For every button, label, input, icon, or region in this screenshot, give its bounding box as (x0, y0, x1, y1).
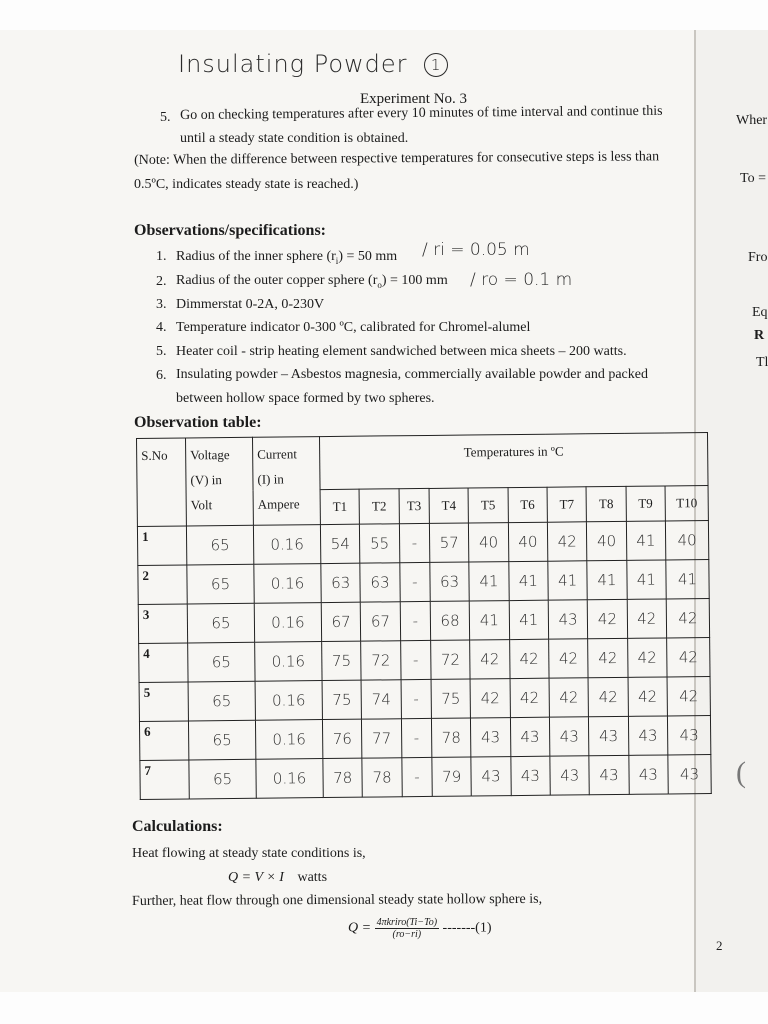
col-header-temp: T9 (626, 486, 666, 521)
adjacent-fragment: Eq (752, 305, 768, 320)
cell-voltage: 65 (188, 720, 255, 760)
cell-temperature: 75 (322, 641, 362, 680)
cell-temperature: 41 (626, 521, 666, 560)
calculations-line: Further, heat flow through one dimensional steady state hollow sphere is, (132, 891, 543, 909)
calculations-line: Heat flowing at steady state conditions is, (132, 846, 366, 861)
cell-temperature: 43 (589, 755, 629, 794)
calculations-heading: Calculations: (132, 818, 223, 835)
cell-temperature: 57 (429, 523, 469, 562)
cell-temperature: 43 (589, 716, 629, 755)
spec-item-insulating-powder: Insulating powder – Asbestos magnesia, commercially available powder and packed (176, 367, 648, 382)
formula-q-equals-vi: Q = V × I watts (228, 870, 328, 885)
col-header-voltage: Voltage (V) in Volt (186, 437, 254, 526)
cell-temperature: 43 (629, 755, 669, 794)
cell-temperature: 75 (322, 680, 362, 719)
cell-temperature: 54 (320, 524, 360, 563)
handwritten-title: Insulating Powder 1 (178, 50, 448, 78)
cell-temperature: 42 (509, 639, 549, 678)
cell-temperature: 40 (587, 521, 627, 560)
cell-current: 0.16 (256, 759, 323, 799)
fraction: $\frac{\text{4πkriro(Ti−To)}}{(ro-ri)}$ (376, 917, 438, 940)
cell-current: 0.16 (255, 642, 322, 682)
handwritten-note-ri: / ri = 0.05 m (422, 240, 530, 260)
spec-item-temperature-indicator: Temperature indicator 0-300 ºC, calibrated for Chromel-alumel (176, 320, 531, 335)
cell-temperature: 75 (431, 679, 471, 718)
cell-temperature: 43 (471, 718, 511, 757)
spec-item-heater-coil: Heater coil - strip heating element sandwiched between mica sheets – 200 watts. (176, 344, 627, 359)
cell-temperature: 78 (323, 758, 363, 797)
cell-temperature: 77 (362, 719, 402, 758)
observation-table-heading: Observation table: (134, 414, 262, 431)
spec-number: 2. (156, 274, 167, 289)
cell-temperature: 67 (361, 602, 401, 641)
cell-temperature: - (400, 562, 431, 601)
cell-temperature: 67 (321, 602, 361, 641)
cell-temperature: 43 (471, 757, 511, 796)
procedure-item-number: 5. (160, 110, 171, 125)
cell-temperature: 40 (508, 522, 548, 561)
cell-temperature: 63 (430, 562, 470, 601)
table-row (140, 754, 711, 799)
col-header-current: Current (I) in Ampere (252, 437, 320, 526)
cell-temperature: 43 (510, 717, 550, 756)
col-header-temp: T4 (429, 488, 469, 523)
cell-temperature: 41 (469, 562, 509, 601)
table-row (139, 715, 710, 760)
cell-temperature: 76 (322, 719, 362, 758)
formula-heat-flow-sphere: Q = $\frac{\text{4πkriro(Ti−To)}}{(ro-ri)}$ -------(1) (348, 917, 492, 940)
note-text: (Note: When the difference between respective temperatures for consecutive steps is less than (134, 149, 660, 168)
col-header-sno: S.No (137, 438, 187, 527)
cell-sno: 2 (138, 565, 187, 605)
col-header-temperatures: Temperatures in ºC (319, 433, 708, 490)
adjacent-fragment: Wher (736, 113, 768, 128)
col-header-temp: T8 (586, 486, 626, 521)
cell-temperature: 42 (627, 638, 667, 677)
col-header-temp: T7 (547, 487, 587, 522)
cell-temperature: - (400, 601, 431, 640)
cell-current: 0.16 (255, 681, 322, 721)
cell-temperature: - (400, 640, 431, 679)
observation-table (136, 432, 712, 800)
cell-temperature: 42 (628, 677, 668, 716)
cell-temperature: 42 (549, 639, 589, 678)
cell-voltage: 65 (187, 603, 254, 643)
table-row (138, 599, 709, 644)
cell-temperature: 42 (588, 677, 628, 716)
col-header-temp: T3 (399, 488, 430, 523)
cell-temperature: 42 (667, 677, 710, 716)
bottom-margin (0, 992, 768, 1024)
table-row (139, 677, 710, 722)
table-row (139, 638, 710, 683)
cell-temperature: 41 (587, 560, 627, 599)
circled-number: 1 (424, 53, 448, 77)
table-row (138, 560, 709, 605)
cell-temperature: 40 (665, 521, 708, 560)
cell-temperature: 41 (626, 560, 666, 599)
cell-sno: 3 (138, 604, 187, 644)
experiment-title: Experiment No. 3 (360, 91, 468, 107)
cell-temperature: 72 (431, 640, 471, 679)
col-header-temp: T1 (320, 489, 360, 524)
cell-temperature: 79 (432, 757, 472, 796)
adjacent-fragment: R (754, 328, 765, 343)
cell-current: 0.16 (254, 603, 321, 643)
spec-item-insulating-powder-cont: between hollow space formed by two spheres. (176, 391, 435, 406)
cell-temperature: - (401, 679, 432, 718)
cell-voltage: 65 (189, 759, 256, 799)
cell-temperature: 78 (362, 758, 402, 797)
col-header-temp: T2 (359, 489, 399, 524)
cell-temperature: - (402, 757, 433, 796)
adjacent-fragment: Fro (748, 250, 768, 265)
col-header-temp: T10 (665, 486, 708, 521)
cell-temperature: 41 (470, 601, 510, 640)
cell-temperature: - (401, 718, 432, 757)
cell-current: 0.16 (254, 564, 321, 604)
procedure-item-text: Go on checking temperatures after every 10 minutes of time interval and continue this (180, 103, 663, 123)
cell-temperature: 42 (470, 640, 510, 679)
cell-sno: 7 (140, 760, 189, 800)
cell-temperature: 63 (321, 563, 361, 602)
col-header-temp: T5 (468, 488, 508, 523)
page-number: 2 (716, 938, 723, 953)
cell-temperature: 42 (588, 638, 628, 677)
spec-item-dimmerstat: Dimmerstat 0-2A, 0-230V (176, 297, 325, 312)
spec-number: 5. (156, 344, 167, 359)
cell-temperature: 43 (510, 756, 550, 795)
spec-item-outer-radius: Radius of the outer copper sphere $(r_o) = 100$ mm (176, 273, 448, 290)
cell-temperature: 42 (588, 599, 628, 638)
handwritten-note-ro: / ro = 0.1 m (470, 270, 573, 290)
cell-temperature: 63 (360, 563, 400, 602)
cell-temperature: 41 (548, 561, 588, 600)
cell-temperature: 40 (469, 523, 509, 562)
cell-temperature: 41 (509, 600, 549, 639)
cell-sno: 1 (137, 526, 186, 566)
cell-voltage: 65 (188, 681, 255, 721)
cell-temperature: 43 (628, 716, 668, 755)
cell-current: 0.16 (253, 525, 320, 565)
table-row (137, 521, 708, 566)
spec-number: 1. (156, 249, 167, 264)
spec-item-inner-radius: Radius of the inner sphere $(r_i) = 50$ mm (176, 249, 398, 266)
cell-temperature: 43 (549, 717, 589, 756)
cell-temperature: 42 (627, 599, 667, 638)
cell-temperature: 42 (549, 678, 589, 717)
cell-temperature: 41 (666, 560, 709, 599)
spec-number: 4. (156, 320, 167, 335)
procedure-item-text: until a steady state condition is obtained. (180, 131, 409, 146)
cell-temperature: 68 (430, 601, 470, 640)
cell-temperature: 41 (508, 561, 548, 600)
cell-temperature: - (399, 523, 430, 562)
top-margin (0, 0, 768, 30)
pencil-mark: ( (736, 756, 746, 789)
cell-temperature: 42 (667, 638, 710, 677)
col-header-temp: T6 (508, 487, 548, 522)
cell-temperature: 42 (666, 599, 709, 638)
note-text: 0.5ºC, indicates steady state is reached.) (134, 177, 359, 192)
spec-number: 3. (156, 297, 167, 312)
cell-sno: 5 (139, 682, 188, 722)
cell-temperature: 42 (547, 522, 587, 561)
spec-number: 6. (156, 368, 167, 383)
cell-temperature: 78 (431, 718, 471, 757)
observations-heading: Observations/specifications: (134, 222, 326, 239)
cell-temperature: 55 (360, 524, 400, 563)
cell-temperature: 43 (668, 754, 711, 793)
cell-temperature: 74 (361, 680, 401, 719)
cell-sno: 4 (139, 643, 188, 683)
cell-voltage: 65 (188, 642, 255, 682)
cell-temperature: 42 (510, 678, 550, 717)
cell-voltage: 65 (186, 525, 253, 565)
cell-temperature: 43 (667, 715, 710, 754)
cell-temperature: 43 (548, 600, 588, 639)
cell-sno: 6 (139, 721, 188, 761)
cell-current: 0.16 (255, 720, 322, 760)
adjacent-fragment: To = (740, 171, 766, 186)
cell-voltage: 65 (187, 564, 254, 604)
cell-temperature: 72 (361, 641, 401, 680)
cell-temperature: 42 (470, 679, 510, 718)
adjacent-fragment: Tl (756, 355, 768, 370)
cell-temperature: 43 (550, 756, 590, 795)
